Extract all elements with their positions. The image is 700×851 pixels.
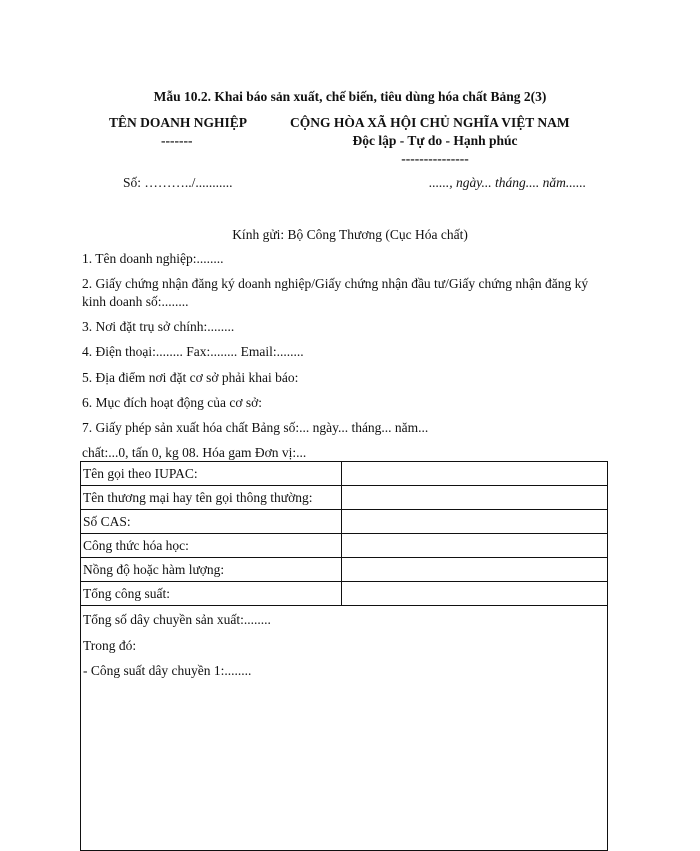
chemical-info-table [80,461,608,851]
table-row [81,582,608,606]
field-registration-number: kinh doanh số:........ [82,294,189,309]
table-row [81,606,608,851]
row-label-formula: Công thức hóa học: [81,534,342,558]
row-label-total-capacity: Tổng công suất: [81,582,342,606]
row-label-concentration: Nồng độ hoặc hàm lượng: [81,558,342,582]
row-value-total-capacity[interactable] [342,582,608,606]
row-value-concentration[interactable] [342,558,608,582]
production-lines-total: Tổng số dây chuyền sản xuất:........ [83,612,271,627]
field-registration-certificate: 2. Giấy chứng nhận đăng ký doanh nghiệp/Giấy chứng nhận đầu tư/Giấy chứng nhận đăng ký [82,276,589,291]
form-title: Mẫu 10.2. Khai báo sản xuất, chế biến, tiêu dùng hóa chất Bảng 2(3) [153,89,547,104]
row-label-cas: Số CAS: [81,510,342,534]
table-row [81,486,608,510]
row-value-iupac[interactable] [342,462,608,486]
company-name: TÊN DOANH NGHIỆP [109,115,248,130]
field-head-office: 3. Nơi đặt trụ sở chính:........ [82,319,235,334]
table-row [81,558,608,582]
field-facility-purpose: 6. Mục đích hoạt động của cơ sở: [82,395,262,410]
production-lines-cell[interactable] [81,606,608,851]
row-label-trade-name: Tên thương mại hay tên gọi thông thường: [81,486,342,510]
production-line-1-capacity: - Công suất dây chuyền 1:........ [83,663,252,678]
table-row [81,534,608,558]
row-value-cas[interactable] [342,510,608,534]
motto-separator: --------------- [401,151,469,166]
field-unit: chất:...0, tấn 0, kg 08. Hóa gam Đơn vị:... [82,445,307,460]
recipient-line: Kính gửi: Bộ Công Thương (Cục Hóa chất) [232,227,468,242]
country-name: CỘNG HÒA XÃ HỘI CHỦ NGHĨA VIỆT NAM [290,115,570,130]
table-row [81,462,608,486]
field-production-license: 7. Giấy phép sản xuất hóa chất Bảng số:... ngày... tháng... năm... [82,420,429,435]
row-value-formula[interactable] [342,534,608,558]
field-contact: 4. Điện thoại:........ Fax:........ Email:........ [82,344,304,359]
row-value-trade-name[interactable] [342,486,608,510]
production-lines-breakdown-label: Trong đó: [83,637,137,653]
field-company-name: 1. Tên doanh nghiệp:........ [82,251,224,266]
row-label-iupac: Tên gọi theo IUPAC: [81,462,342,486]
place-and-date: ......, ngày... tháng.... năm...... [429,175,587,190]
document-number: Số: ………../........... [123,175,233,190]
company-separator: ------- [161,133,193,148]
field-facility-location: 5. Địa điểm nơi đặt cơ sở phải khai báo: [82,370,299,385]
table-row [81,510,608,534]
national-motto: Độc lập - Tự do - Hạnh phúc [352,133,518,148]
